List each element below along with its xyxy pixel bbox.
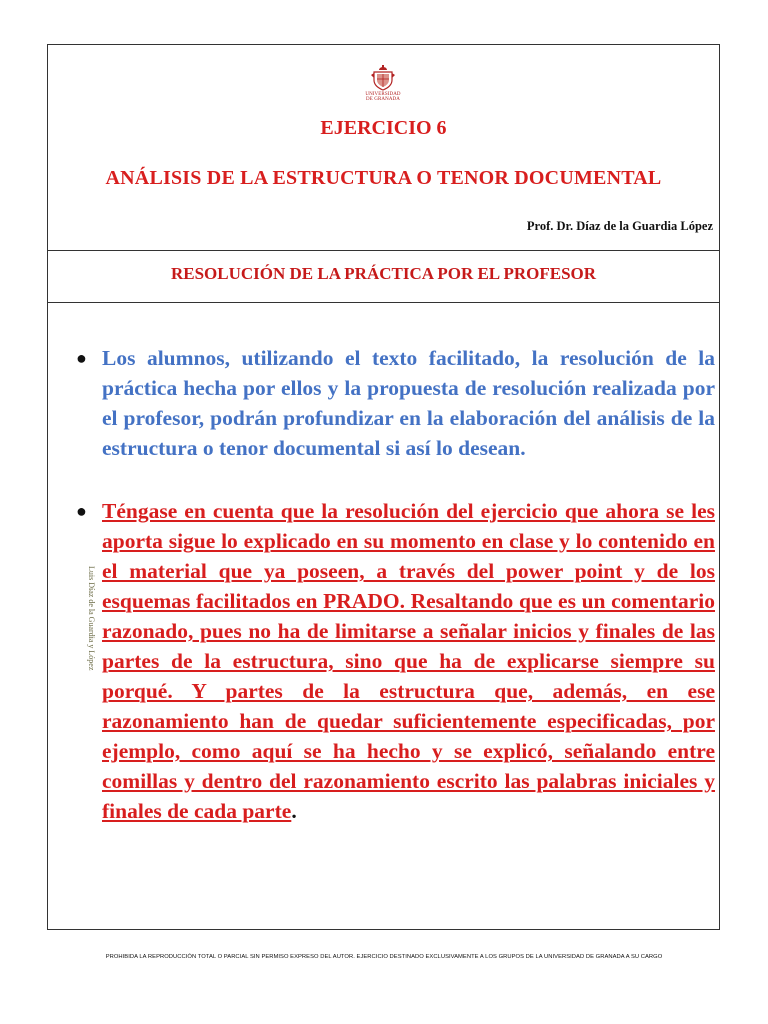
item-text-red: Téngase en cuenta que la resolución del ejercicio que ahora se les aporta sigue lo explicado en su momento en clase y lo contenido en el material que ya poseen, a través del power point y de los esquemas facilitados en PRADO. Resaltando que es un comentario razonado, pues no ha de limitarse a señalar inicios y finales de las partes de la estructura, sino que ha de explicarse siempre su porqué. Y partes de la estructura que, además, en ese razonamiento han de quedar suficientemente especificadas, por ejemplo, como aquí se ha hecho y se explicó, señalando entre comillas y dentro del razonamiento escrito las palabras iniciales y finales de cada parte bbox=[102, 499, 715, 823]
divider-bottom bbox=[48, 302, 719, 303]
bullet-icon: ● bbox=[76, 501, 87, 521]
exercise-number: EJERCICIO 6 bbox=[320, 117, 447, 139]
document-frame bbox=[47, 44, 720, 930]
logo-text-line1: UNIVERSIDAD bbox=[365, 92, 401, 97]
document-title: ANÁLISIS DE LA ESTRUCTURA O TENOR DOCUMENTAL bbox=[105, 167, 662, 189]
bullet-icon: ● bbox=[76, 348, 87, 368]
logo-text-line2: DE GRANADA bbox=[366, 97, 400, 102]
divider-top bbox=[48, 250, 719, 251]
university-logo bbox=[360, 65, 406, 102]
author-name: Prof. Dr. Díaz de la Guardia López bbox=[526, 219, 713, 233]
item-text-blue: Los alumnos, utilizando el texto facilitado, la resolución de la práctica hecha por ellos y la propuesta de resolución realizada por el profesor, podrán profundizar en la elaboración del análisis de la estructura o tenor documental si así lo desean. bbox=[102, 346, 715, 460]
list-item bbox=[76, 343, 715, 463]
side-note bbox=[84, 566, 96, 686]
coat-of-arms-icon bbox=[371, 65, 395, 91]
item-end-period: . bbox=[291, 799, 297, 823]
section-heading: RESOLUCIÓN DE LA PRÁCTICA POR EL PROFESOR bbox=[170, 264, 597, 283]
side-note-text: Luis Díaz de la Guardia y López bbox=[87, 566, 96, 671]
footer-notice: PROHIBIDA LA REPRODUCCIÓN TOTAL O PARCIAL SIN PERMISO EXPRESO DEL AUTOR. EJERCICIO DESTINADO EXCLUSIVAMENTE A LOS GRUPOS DE LA UNIVERSIDAD DE GRANADA A SU CARGO bbox=[105, 954, 663, 960]
